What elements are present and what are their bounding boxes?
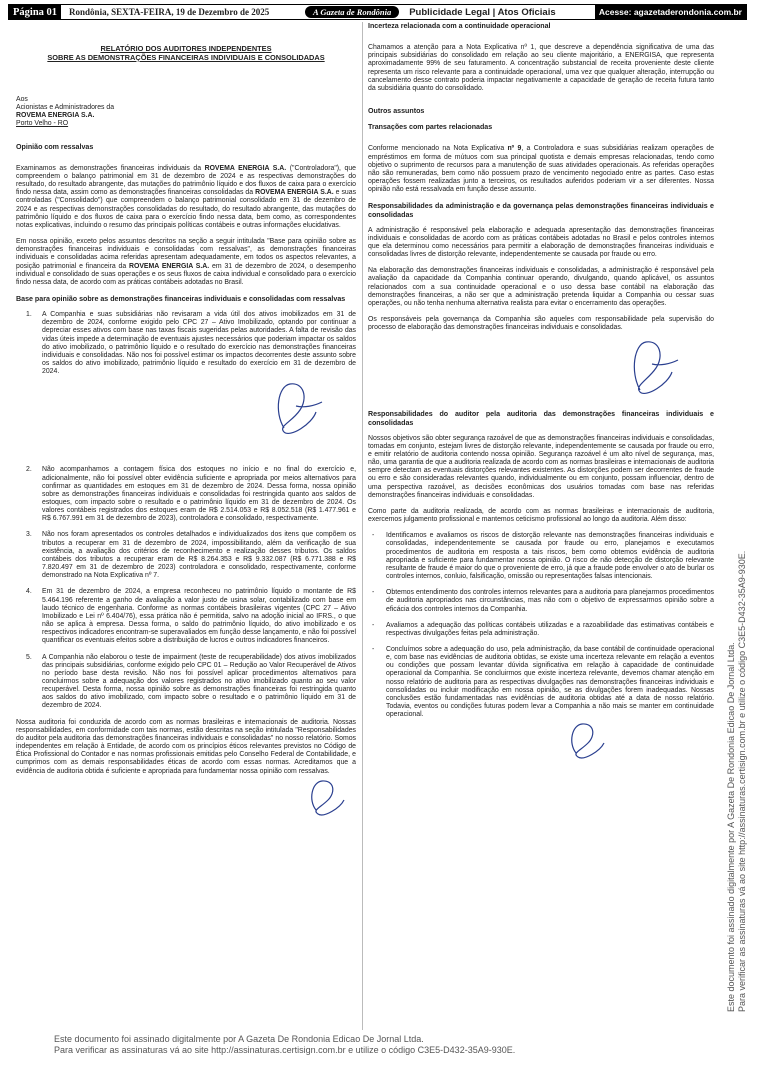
page-header [8,4,747,20]
newspaper-logo: A Gazeta de Rondônia [305,6,399,18]
paragraph-management-2: Na elaboração das demonstrações financeiras individuais e consolidadas, a administração é responsável pela avaliação da capacidade da Companhia continuar operando, divulgando, quando aplicável, os assuntos relacionados com a sua continuidade operacional e o uso dessa base contábil na elaboração das demonstrações financeiras, a não ser que a administração pretenda liquidar a Companhia ou cessar suas operações, ou não tenha nenhuma alternativa realista para evitar o encerramento das operações. [368,267,714,307]
heading-basis: Base para opinião sobre as demonstrações financeiras individuais e consolidadas com ressalvas [16,294,346,303]
paragraph-basis-end: Nossa auditoria foi conduzida de acordo com as normas brasileiras e internacionais de auditoria. Nossas responsabilidades, em conformidade com tais normas, estão descritas na seção intitulada "Responsabilidades do auditor pela auditoria das demonstrações financeiras individuais e consolidadas" no nosso relatório. Somos independentes em relação à Entidade, de acordo com os princípios éticos relevantes previstos no Código de Ética Profissional do Contador e nas normas profissionais emitidas pelo Conselho Federal de Contabilidade, e cumprimos com as demais responsabilidades éticas de acordo com essas normas. Acreditamos que a evidência de auditoria obtida é suficiente e apropriada para fundamentar nossa opinião com ressalvas. [16,718,356,775]
heading-opinion: Opinião com ressalvas [16,142,94,151]
paragraph-management-3: Os responsáveis pela governança da Companhia são aqueles com responsabilidade pela supervisão do processo de elaboração das demonstrações financeiras individuais e consolidadas. [368,316,714,332]
list-item: - Avaliamos a adequação das políticas contábeis utilizadas e a razoabilidade das estimativas contábeis e respectivas divulgações feitas pela administração. [372,621,714,637]
paragraph-opinion-1: Examinamos as demonstrações financeiras individuais da ROVEMA ENERGIA S.A. ("Controladora"), que compreendem o balanço patrimonial em 31 de dezembro de 2024 e as respectivas demonstrações do resultado, do resultado abrangente, das mutações do patrimônio líquido e dos fluxos de caixa para o exercício findo nessa data, assim como as demonstrações financeiras consolidadas da ROVEMA ENERGIA S.A. e suas controladas ("Consolidado") que compreendem o balanço patrimonial consolidado em 31 de dezembro de 2024 e as respectivas demonstrações consolidadas do resultado, do resultado abrangente, das mutações do patrimônio líquido e dos fluxos de caixa para o exercício findo nessa data, bem como, as correspondentes notas explicativas, incluindo o resumo das principais políticas contábeis e outras informações elucidativas. [16,164,357,229]
list-item: - Identificamos e avaliamos os riscos de distorção relevante nas demonstrações financeiras individuais e consolidadas, independentemente se causada por fraude ou erro, planejamos e executamos procedimentos de auditoria em resposta a tais riscos, bem como obtemos evidência de auditoria apropriada e suficiente para fundamentar nossa opinião. O risco de não detecção de distorção relevante resultante de fraude é maior do que o proveniente de erro, já que a fraude pode envolver o ato de burlar os controles internos, conluio, falsificação, omissão ou representações falsas intencionais. [372,532,714,581]
site-link[interactable]: Acesse: agazetaderondonia.com.br [595,5,746,19]
signature-image [368,332,714,402]
right-column [368,22,714,759]
list-item: - Obtemos entendimento dos controles internos relevantes para a auditoria para planejarmos procedimentos de auditoria apropriados nas circunstâncias, mas não com o objetivo de expressarmos opinião sobre a eficácia dos controles internos da Companhia. [372,589,714,613]
footer-signature-notice: Este documento foi assinado digitalmente por A Gazeta De Rondonia Edicao De Jornal Ltda. Para verificar as assinaturas vá ao site http://assinaturas.certisign.com.br e utilize o código C3E5-D432-35A9-930E. [54,1034,516,1055]
list-item: 2. Não acompanhamos a contagem física dos estoques no início e no final do exercício e, adicionalmente, não foi possível obter evidência suficiente e apropriada por meios alternativos para confirmar as quantidades em estoques em 31 de dezembro de 2024. Dessa forma, nossa opinião sobre as demonstrações financeiras individuais e consolidadas foi restringida quanto aos saldos de estoques, com impacto sobre o resultado e o patrimônio líquido em 31 de dezembro de 2024. Os valores contábeis registrados dos estoques eram de R$ 2.514.053 e R$ 8.052.518 (R$ 1.477.961 e R$ 6.767.991 em 31 de dezembro de 2023), controladora e consolidado, respectivamente. [26,466,356,523]
signature-image [368,719,714,759]
paragraph-management-1: A administração é responsável pela elaboração e adequada apresentação das demonstrações financeiras individuais e consolidadas de acordo com as práticas contábeis adotadas no Brasil e pelos controles internos que ela determinou como necessários para permitir a elaboração de demonstrações financeiras individuais e consolidadas livres de distorção relevante, independentemente se causada por fraude ou erro. [368,226,714,259]
list-item: 4. Em 31 de dezembro de 2024, a empresa reconheceu no patrimônio líquido o montante de R$ 5.464.196 referente a ganho de avaliação a valor justo de usina solar, contabilizado com base em laudo técnico de engenharia. Conforme as normas contábeis brasileiras vigentes (CPC 27 – Ativo Imobilizado e Lei nº 6.404/76), essa prática não é permitida, salvo na adoção inicial ao IFRS., o que não se aplica à empresa. Dessa forma, o saldo do patrimônio líquido, do ativo imobilizado e os respectivos indicadores encontram-se superavaliados em função desse lançamento, e não foi possível quantificar os eventuais efeitos sobre a distribuição de lucros e outros indicadores financeiros. [26,588,356,645]
list-item: - Concluímos sobre a adequação do uso, pela administração, da base contábil de continuidade operacional e, com base nas evidências de auditoria obtidas, se existe uma incerteza relevante em relação a eventos ou condições que possam levantar dúvida significativa em relação à capacidade de continuidade operacional da Companhia. Se concluirmos que existe incerteza relevante, devemos chamar atenção em nosso relatório de auditoria para as respectivas divulgações nas demonstrações financeiras individuais e consolidadas ou incluir modificação em nossa opinião, se as divulgações forem inadequadas. Nossas conclusões estão fundamentadas nas evidências de auditoria obtidas até a data de nosso relatório. Todavia, eventos ou condições futuras podem levar a Companhia a não mais se manter em continuidade operacional. [372,645,714,719]
paragraph-going-concern: Chamamos a atenção para a Nota Explicativa nº 1, que descreve a dependência significativa de uma das principais subsidiárias do consolidado em relação ao seu cliente majoritário, a ENERGISA, que representa aproximadamente 99% de seu faturamento. A concentração substancial de receita proveniente deste cliente representa um risco relevante para a continuidade operacional, uma vez que qualquer alteração, interrupção ou cancelamento desse contrato poderia impactar negativamente a capacidade de geração de receita futura tanto da subsidiária quanto do consolidado. [368,44,714,92]
list-item: 5. A Companhia não elaborou o teste de impairment (teste de recuperabilidade) dos ativos imobilizados das principais subsidiárias, conforme exigido pelo CPC 01 – Redução ao Valor Recuperável de Ativos no período base desta revisão. Não nos foi possível aplicar procedimentos alternativos para concluirmos sobre a adequação dos valores registrados no ativo imobilizado quanto ao seu valor recuperável. Desta forma, nossa opinião sobre as demonstrações financeiras foi restringida quanto aos saldos do ativo imobilizado, com impacto sobre o resultado e o patrimônio líquido em 31 de dezembro de 2024. [26,653,356,710]
side-signature-notice: Este documento foi assinado digitalmente por A Gazeta De Rondonia Edicao De Jornal Ltda. Para verificar as assinaturas vá ao site http://assinaturas.certisign.com.br e utilize o código C3E5-D432-35A9-930E. [726,550,747,1012]
paragraph-related-parties: Conforme mencionado na Nota Explicativa nº 9, a Controladora e suas subsidiárias realizam operações de empréstimos em forma de mútuos com sua principal quotista e demais empresas relacionadas, tendo como objetivo o suprimento de recursos para a manutenção de suas atividades operacionais. As referidas operações não são remuneradas, bem como não possuem prazo de vencimento negociado entre as partes. Caso estas operações fossem realizadas junto a terceiros, os resultados auferidos poderiam vir a ser diferentes. Nossa opinião não está ressalvada em função desse assunto. [368,145,714,194]
heading-going-concern: Incerteza relacionada com a continuidade operacional [368,22,551,30]
heading-related-parties: Transações com partes relacionadas [368,123,493,132]
list-item: 3. Não nos foram apresentados os controles detalhados e individualizados dos itens que compõem os tributos a recuperar em 31 de dezembro de 2024, impossibilitando, além da verificação de sua existência, a avaliação dos critérios de reconhecimento e realização desses tributos. Os saldos contábeis dos tributos a recuperar eram de R$ 8.264.353 e R$ 9.332.087 (R$ 6.771.388 e R$ 7.820.497 em 31 de dezembro de 2023) controladora e consolidado, respectivamente, conforme demonstrado na Nota Explicativa nº 7. [26,531,356,580]
issue-date: Rondônia, SEXTA-FEIRA, 19 de Dezembro de 2025 [69,7,270,17]
paragraph-opinion-2: Em nossa opinião, exceto pelos assuntos descritos na seção a seguir intitulada "Base para opinião sobre as demonstrações financeiras individuais e consolidadas com ressalvas", as demonstrações financeiras individuais e consolidadas acima referidas apresentam adequadamente, em todos os aspectos relevantes, a posição patrimonial e financeira da ROVEMA ENERGIA S.A. em 31 de dezembro de 2024, o desempenho individual e consolidado de suas operações e os seus fluxos de caixa individual e consolidado para o exercício findo nessa data, de acordo com as práticas contábeis adotadas no Brasil. [16,238,356,286]
report-title: RELATÓRIO DOS AUDITORES INDEPENDENTES SOBRE AS DEMONSTRAÇÕES FINANCEIRAS INDIVIDUAIS E CONSOLIDADAS [47,44,325,62]
list-item: 1. A Companhia e suas subsidiárias não revisaram a vida útil dos ativos imobilizados em 31 de dezembro de 2024, conforme exigido pelo CPC 27 – Ativo Imobilizado, optando por continuar a depreciar esses ativos com base nas taxas fiscais sugeridas pelas autoridades. A falta de revisão das vidas úteis impede a determinação de eventuais ajustes necessários que poderiam impactar os saldos do ativo imobilizado, o patrimônio líquido e o resultado do exercício nas demonstrações financeiras individuais e consolidadas. Não nos foi possível estimar os impactos decorrentes deste assunto sobre os saldos do ativo imobilizado, patrimônio líquido e resultado do exercício em 31 de dezembro de 2024. [26,311,356,376]
heading-other-matters: Outros assuntos [368,107,425,116]
column-divider [362,22,363,1030]
signature-image [16,376,356,440]
paragraph-auditor-1: Nossos objetivos são obter segurança razoável de que as demonstrações financeiras individuais e consolidadas, tomadas em conjunto, estejam livres de distorção relevante, independentemente se causada por fraude ou erro, e emitir relatório de auditoria contendo nossa opinião. Segurança razoável é um alto nível de segurança, mas, não, uma garantia de que a auditoria realizada de acordo com as normas brasileiras e internacionais de auditoria sempre detectam as eventuais distorções relevantes existentes. As distorções podem ser decorrentes de fraude ou erro e são consideradas relevantes quando, individualmente ou em conjunto, possam influenciar, dentro de uma perspectiva razoável, as decisões econômicas dos usuários tomadas com base nas referidas demonstrações financeiras individuais e consolidadas. [368,434,714,499]
left-column [16,22,356,816]
heading-auditor: Responsabilidades do auditor pela auditoria das demonstrações financeiras individuais e consolidadas [368,410,714,427]
signature-image [16,776,356,816]
page-number: Página 01 [9,5,61,19]
heading-management: Responsabilidades da administração e da governança pelas demonstrações financeiras individuais e consolidadas [368,202,714,219]
addressee: Aos Acionistas e Administradores da ROVEMA ENERGIA S.A. Porto Velho - RO [16,96,115,128]
section-title: Publicidade Legal | Atos Oficiais [409,6,556,18]
paragraph-auditor-2: Como parte da auditoria realizada, de acordo com as normas brasileiras e internacionais de auditoria, exercemos julgamento profissional e mantemos ceticismo profissional ao longo da auditoria. Além disso: [368,507,714,524]
